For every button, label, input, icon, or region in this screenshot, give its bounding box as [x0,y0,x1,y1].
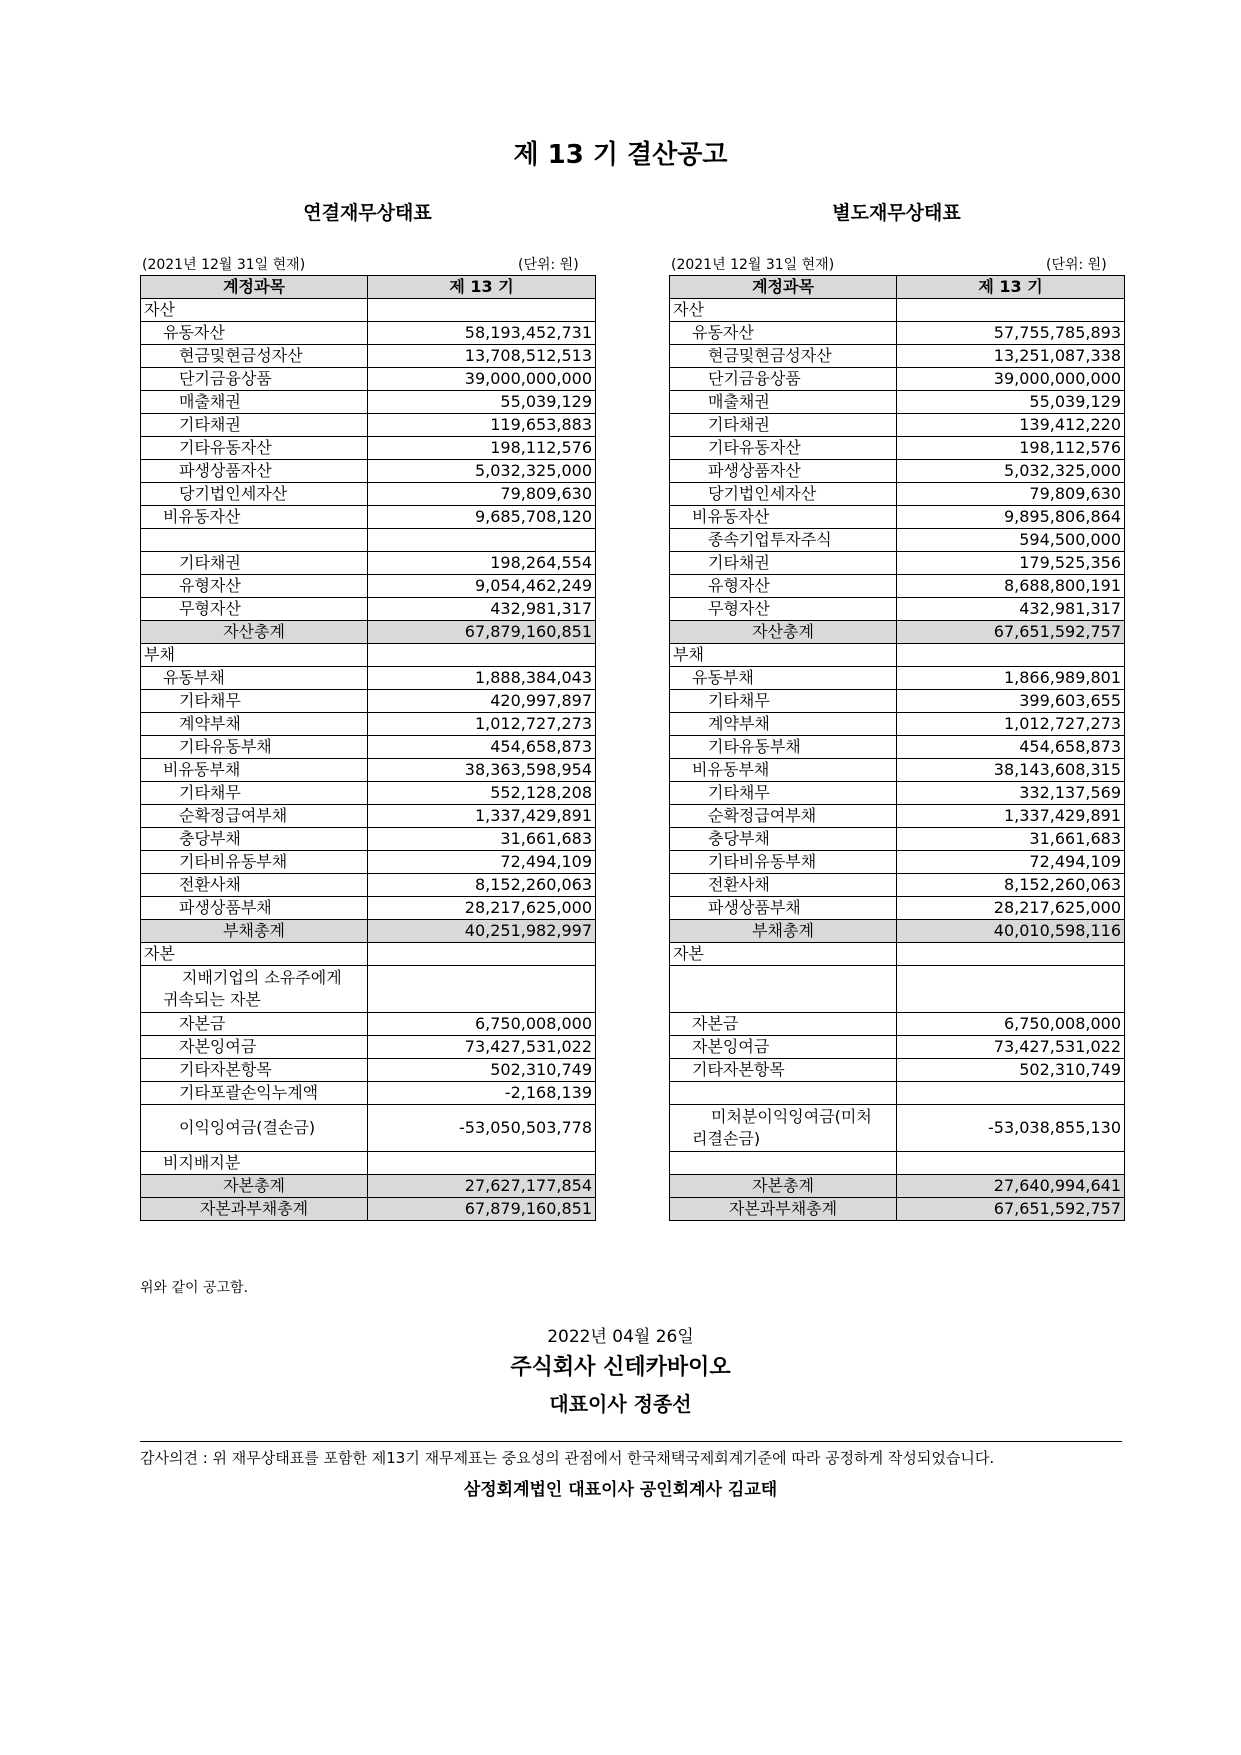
account-label: 기타유동부채 [670,736,897,759]
account-label [141,966,368,1013]
total-row [141,621,596,644]
amount-cell: 179,525,356 [897,552,1125,575]
total-row [141,1175,596,1198]
amount-cell: 72,494,109 [368,851,596,874]
table-row [141,598,596,621]
amount-cell: 67,651,592,757 [897,1198,1125,1221]
header-account: 계정과목 [670,276,897,299]
table-row [141,1105,596,1152]
account-label: 비유동자산 [670,506,897,529]
amount-cell: 9,685,708,120 [368,506,596,529]
account-label: 유동자산 [670,322,897,345]
account-label: 종속기업투자주식 [670,529,897,552]
account-label: 자본과부채총계 [670,1198,897,1221]
consolidated-balance-sheet [140,275,596,1221]
account-label: 단기금융상품 [670,368,897,391]
table-row [670,782,1125,805]
account-label: 유동자산 [141,322,368,345]
table-row [141,1082,596,1105]
amount-cell: 119,653,883 [368,414,596,437]
account-label: 자산 [141,299,368,322]
account-label: 기타채권 [670,552,897,575]
account-label: 매출채권 [141,391,368,414]
amount-cell: 594,500,000 [897,529,1125,552]
table-row [670,1013,1125,1036]
table-row [141,736,596,759]
amount-cell: 67,651,592,757 [897,621,1125,644]
consolidated-heading: 연결재무상태표 [303,202,432,224]
amount-cell: 454,658,873 [897,736,1125,759]
account-label: 기타채무 [670,690,897,713]
amount-cell: 1,888,384,043 [368,667,596,690]
table-row [141,368,596,391]
table-row [670,299,1125,322]
account-label: 자본총계 [141,1175,368,1198]
total-row [141,920,596,943]
account-label: 순확정급여부채 [141,805,368,828]
table-row [141,345,596,368]
header-period: 제 13 기 [368,276,596,299]
amount-cell: 55,039,129 [897,391,1125,414]
account-label: 부채 [141,644,368,667]
table-row [141,874,596,897]
account-label: 기타유동부채 [141,736,368,759]
table-row [141,966,596,1013]
total-row [141,1198,596,1221]
amount-cell: 198,264,554 [368,552,596,575]
account-label: 무형자산 [141,598,368,621]
table-row [670,322,1125,345]
account-label: 기타자본항목 [670,1059,897,1082]
account-label: 당기법인세자산 [670,483,897,506]
account-label: 전환사채 [141,874,368,897]
account-label: 기타채권 [141,414,368,437]
amount-cell: 40,010,598,116 [897,920,1125,943]
amount-cell: -53,050,503,778 [368,1105,596,1152]
table-row [141,460,596,483]
announcement-note: 위와 같이 공고함. [140,1280,249,1296]
amount-cell: 1,337,429,891 [897,805,1125,828]
amount-cell: 1,866,989,801 [897,667,1125,690]
account-label: 무형자산 [670,598,897,621]
amount-cell: 332,137,569 [897,782,1125,805]
account-label: 이익잉여금(결손금) [141,1105,368,1152]
account-label: 파생상품자산 [141,460,368,483]
account-label: 자본금 [141,1013,368,1036]
table-row [670,391,1125,414]
account-label: 자본 [141,943,368,966]
account-label [670,1082,897,1105]
table-row [141,322,596,345]
table-row [141,851,596,874]
amount-cell: 72,494,109 [897,851,1125,874]
announcement-date: 2022년 04월 26일 [547,1327,694,1347]
amount-cell: 27,640,994,641 [897,1175,1125,1198]
account-label: 기타유동자산 [670,437,897,460]
amount-cell: 13,251,087,338 [897,345,1125,368]
account-label-line1: 미처분이익잉여금(미처 [711,1107,872,1126]
amount-cell: 420,997,897 [368,690,596,713]
account-label: 비지배지분 [141,1152,368,1175]
account-label [670,1152,897,1175]
total-row [670,1198,1125,1221]
table-row [670,1059,1125,1082]
amount-cell [368,644,596,667]
account-label: 충당부채 [670,828,897,851]
amount-cell: 39,000,000,000 [368,368,596,391]
amount-cell: 198,112,576 [897,437,1125,460]
table-row [670,690,1125,713]
table-row [141,414,596,437]
amount-cell: 8,688,800,191 [897,575,1125,598]
table-row [670,851,1125,874]
account-label: 자산총계 [141,621,368,644]
table-row [670,1082,1125,1105]
amount-cell: 38,143,608,315 [897,759,1125,782]
amount-cell: 1,337,429,891 [368,805,596,828]
amount-cell: -2,168,139 [368,1082,596,1105]
auditor-signature: 삼정회계법인 대표이사 공인회계사 김교태 [463,1480,778,1500]
amount-cell: 39,000,000,000 [897,368,1125,391]
table-row [670,736,1125,759]
account-label: 기타채무 [670,782,897,805]
header-period: 제 13 기 [897,276,1125,299]
table-row [141,1036,596,1059]
table-row [670,805,1125,828]
amount-cell [897,1082,1125,1105]
amount-cell: 6,750,008,000 [368,1013,596,1036]
total-row [670,1175,1125,1198]
account-label: 파생상품부채 [670,897,897,920]
account-label: 자본잉여금 [670,1036,897,1059]
account-label: 비유동부채 [141,759,368,782]
table-row [141,552,596,575]
table-row [670,644,1125,667]
amount-cell: 13,708,512,513 [368,345,596,368]
amount-cell: 1,012,727,273 [897,713,1125,736]
account-label: 비유동부채 [670,759,897,782]
separate-date-note: (2021년 12월 31일 현재) [671,257,835,273]
table-row [141,759,596,782]
table-row [670,460,1125,483]
amount-cell: 399,603,655 [897,690,1125,713]
account-label: 충당부채 [141,828,368,851]
table-row [141,943,596,966]
table-row [141,667,596,690]
account-label: 유동부채 [141,667,368,690]
amount-cell: 432,981,317 [368,598,596,621]
amount-cell [368,529,596,552]
consolidated-unit-note: (단위: 원) [518,257,579,273]
account-label: 현금및현금성자산 [670,345,897,368]
table-row [670,345,1125,368]
amount-cell [897,299,1125,322]
consolidated-date-note: (2021년 12월 31일 현재) [142,257,306,273]
table-row [141,1059,596,1082]
table-row [141,1152,596,1175]
amount-cell: 454,658,873 [368,736,596,759]
account-label: 기타자본항목 [141,1059,368,1082]
account-label: 기타채무 [141,782,368,805]
amount-cell: 1,012,727,273 [368,713,596,736]
table-row [670,897,1125,920]
table-row [670,713,1125,736]
table-row [670,437,1125,460]
amount-cell: 31,661,683 [368,828,596,851]
total-row [670,920,1125,943]
account-label: 당기법인세자산 [141,483,368,506]
account-label [670,1105,897,1152]
account-label: 순확정급여부채 [670,805,897,828]
account-label: 기타채권 [141,552,368,575]
amount-cell [368,1152,596,1175]
amount-cell: 73,427,531,022 [897,1036,1125,1059]
account-label: 자산 [670,299,897,322]
header-account: 계정과목 [141,276,368,299]
account-label: 기타채권 [670,414,897,437]
amount-cell: 552,128,208 [368,782,596,805]
amount-cell: 8,152,260,063 [897,874,1125,897]
amount-cell [897,943,1125,966]
table-row [141,690,596,713]
amount-cell: 73,427,531,022 [368,1036,596,1059]
amount-cell: -53,038,855,130 [897,1105,1125,1152]
account-label: 기타유동자산 [141,437,368,460]
account-label: 자본금 [670,1013,897,1036]
amount-cell: 38,363,598,954 [368,759,596,782]
ceo-name: 대표이사 정종선 [549,1392,692,1416]
total-row [670,621,1125,644]
account-label: 파생상품부채 [141,897,368,920]
amount-cell: 31,661,683 [897,828,1125,851]
account-label: 부채 [670,644,897,667]
account-label: 기타포괄손익누계액 [141,1082,368,1105]
account-label: 자본잉여금 [141,1036,368,1059]
table-row [670,943,1125,966]
amount-cell: 432,981,317 [897,598,1125,621]
table-row [141,575,596,598]
account-label: 자본 [670,943,897,966]
account-label: 부채총계 [141,920,368,943]
amount-cell: 9,054,462,249 [368,575,596,598]
amount-cell: 8,152,260,063 [368,874,596,897]
account-label: 유형자산 [670,575,897,598]
table-row [141,805,596,828]
account-label: 유동부채 [670,667,897,690]
company-name: 주식회사 신테카바이오 [510,1355,731,1380]
table-row [141,1013,596,1036]
table-row [141,529,596,552]
account-label-line2: 귀속되는 자본 [163,990,261,1009]
amount-cell [368,299,596,322]
account-label-line1: 지배기업의 소유주에게 [182,968,342,987]
amount-cell: 5,032,325,000 [897,460,1125,483]
account-label: 자본과부채총계 [141,1198,368,1221]
account-label: 단기금융상품 [141,368,368,391]
account-label-line2: 리결손금) [692,1129,761,1148]
account-label: 현금및현금성자산 [141,345,368,368]
table-row [670,414,1125,437]
table-row [670,368,1125,391]
table-row [141,391,596,414]
table-row [670,874,1125,897]
amount-cell: 79,809,630 [368,483,596,506]
account-label: 자산총계 [670,621,897,644]
table-row [141,506,596,529]
table-row [670,828,1125,851]
table-row [141,782,596,805]
account-label: 기타채무 [141,690,368,713]
account-label: 전환사채 [670,874,897,897]
table-row [670,552,1125,575]
account-label: 부채총계 [670,920,897,943]
account-label: 기타비유동부채 [670,851,897,874]
account-label [141,529,368,552]
amount-cell: 40,251,982,997 [368,920,596,943]
audit-opinion: 감사의견 : 위 재무상태표를 포함한 제13기 재무제표는 중요성의 관점에서 한국채택국제회계기준에 따라 공정하게 작성되었습니다. [140,1449,995,1467]
amount-cell: 57,755,785,893 [897,322,1125,345]
amount-cell: 28,217,625,000 [897,897,1125,920]
account-label: 계약부채 [670,713,897,736]
amount-cell: 9,895,806,864 [897,506,1125,529]
table-row [670,506,1125,529]
table-row [670,598,1125,621]
separate-balance-sheet [669,275,1125,1221]
table-row [670,483,1125,506]
amount-cell: 67,879,160,851 [368,1198,596,1221]
table-row [141,828,596,851]
amount-cell [897,966,1125,1013]
amount-cell: 55,039,129 [368,391,596,414]
account-label: 파생상품자산 [670,460,897,483]
amount-cell: 27,627,177,854 [368,1175,596,1198]
amount-cell: 79,809,630 [897,483,1125,506]
table-row [670,667,1125,690]
amount-cell [897,644,1125,667]
amount-cell [897,1152,1125,1175]
amount-cell: 6,750,008,000 [897,1013,1125,1036]
separate-unit-note: (단위: 원) [1046,257,1107,273]
amount-cell: 58,193,452,731 [368,322,596,345]
table-row [141,713,596,736]
table-row [670,1036,1125,1059]
divider-rule [140,1441,1122,1442]
table-row [141,299,596,322]
table-row [670,575,1125,598]
amount-cell: 67,879,160,851 [368,621,596,644]
amount-cell: 502,310,749 [897,1059,1125,1082]
amount-cell: 139,412,220 [897,414,1125,437]
table-row [141,644,596,667]
table-row [141,483,596,506]
table-row [670,1105,1125,1152]
amount-cell: 5,032,325,000 [368,460,596,483]
amount-cell: 28,217,625,000 [368,897,596,920]
separate-heading: 별도재무상태표 [832,202,961,224]
table-row [141,437,596,460]
table-row [670,1152,1125,1175]
account-label: 매출채권 [670,391,897,414]
account-label: 자본총계 [670,1175,897,1198]
amount-cell: 198,112,576 [368,437,596,460]
amount-cell [368,966,596,1013]
page-title: 제 13 기 결산공고 [513,140,728,170]
amount-cell [368,943,596,966]
table-row [670,966,1125,1013]
account-label [670,966,897,1013]
table-row [670,759,1125,782]
account-label: 비유동자산 [141,506,368,529]
account-label: 유형자산 [141,575,368,598]
table-row [670,529,1125,552]
table-row [141,897,596,920]
account-label: 기타비유동부채 [141,851,368,874]
amount-cell: 502,310,749 [368,1059,596,1082]
account-label: 계약부채 [141,713,368,736]
